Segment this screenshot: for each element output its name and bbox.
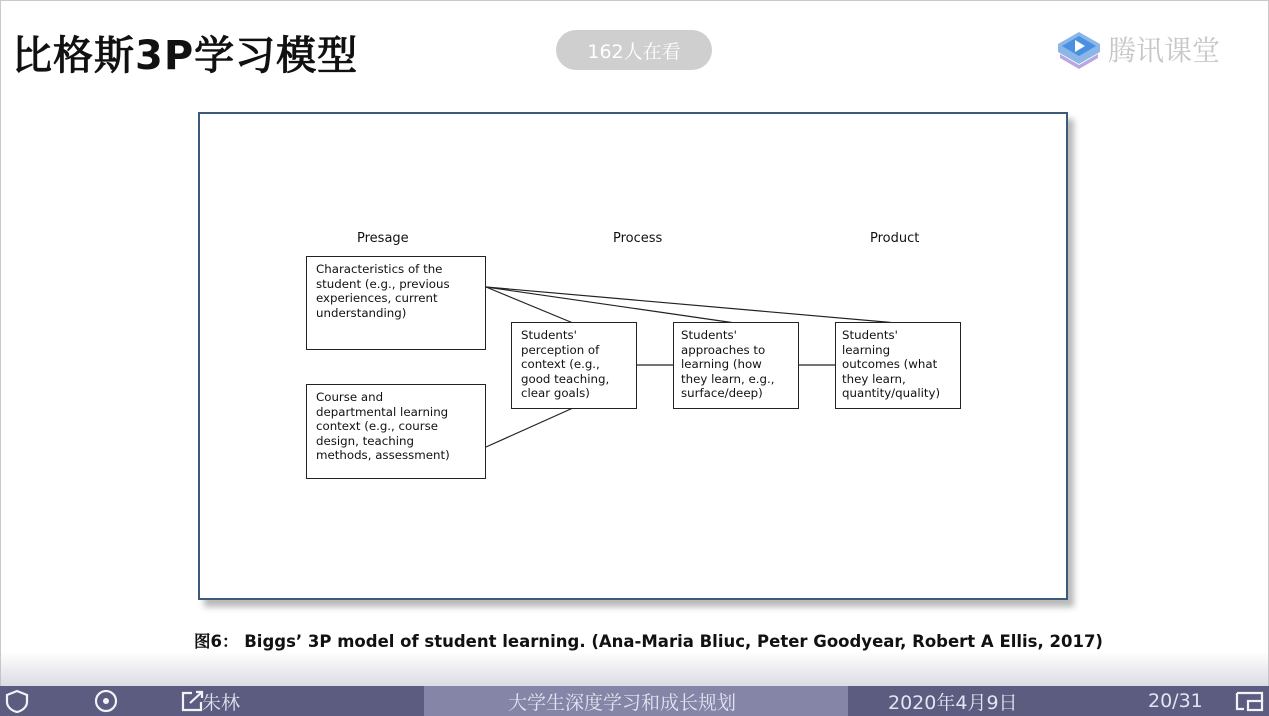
bottom-fade [0, 652, 1269, 686]
shield-icon[interactable] [4, 689, 30, 713]
page-counter: 20/31 [1148, 690, 1203, 712]
slide-title: 比格斯3P学习模型 [12, 33, 359, 79]
lesson-date: 2020年4月9日 [888, 691, 1018, 714]
column-header-product: Product [870, 231, 920, 246]
player-bottom-bar [0, 686, 1269, 716]
tencent-classroom-logo-icon [1054, 28, 1104, 70]
brand-name: 腾讯课堂 [1108, 34, 1221, 67]
box-perception-of-context: Students' perception of context (e.g., good teaching, clear goals) [511, 322, 637, 409]
brand-logo-group [1054, 28, 1220, 70]
figure-caption: 图6： Biggs’ 3P model of student learning. (Ana-Maria Bliuc, Peter Goodyear, Robert A Ellis, 2017) [194, 632, 1103, 651]
target-icon[interactable] [92, 689, 120, 713]
box-course-context: Course and departmental learning context (e.g., course design, teaching methods, assessment) [306, 384, 486, 479]
column-header-process: Process [613, 231, 663, 246]
viewer-count-badge: 162人在看 [556, 30, 712, 70]
course-title: 大学生深度学习和成长规划 [508, 691, 737, 714]
column-header-presage: Presage [357, 231, 409, 246]
box-learning-outcomes: Students' learning outcomes (what they learn, quantity/quality) [835, 322, 961, 409]
teacher-name: 朱林 [202, 691, 241, 714]
box-approaches-to-learning: Students' approaches to learning (how they learn, e.g., surface/deep) [673, 322, 799, 409]
box-student-characteristics: Characteristics of the student (e.g., previous experiences, current understanding) [306, 256, 486, 350]
screen-switch-icon[interactable] [1234, 689, 1266, 713]
